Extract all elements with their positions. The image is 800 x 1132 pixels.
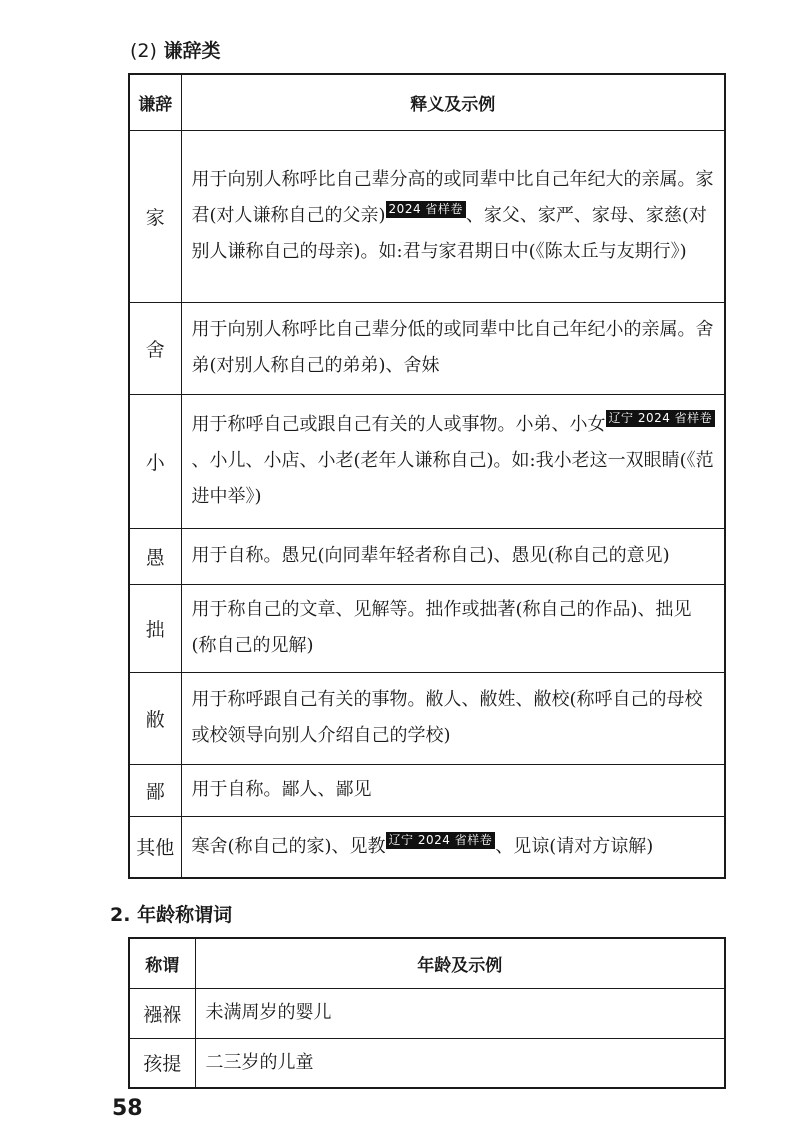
age-terms-table bbox=[128, 937, 726, 1089]
explanation-cell bbox=[181, 302, 725, 394]
term-cell: 敝 bbox=[129, 672, 181, 764]
source-tag: 辽宁 2024 省样卷 bbox=[386, 832, 496, 849]
table-header-row bbox=[129, 74, 725, 130]
header-explanation: 释义及示例 bbox=[181, 74, 725, 130]
table-row bbox=[129, 394, 725, 528]
term-cell: 孩提 bbox=[129, 1038, 195, 1088]
explanation-text: 、小儿、小店、小老(老年人谦称自己)。如:我小老这一双眼睛(《范进中举》) bbox=[191, 450, 714, 507]
explanation-text: 用于称自己的文章、见解等。拙作或拙著(称自己的作品)、拙见(称自己的见解) bbox=[191, 599, 692, 656]
table-row bbox=[129, 816, 725, 878]
section-number: 2. bbox=[110, 904, 131, 926]
explanation-text: 用于自称。鄙人、鄙见 bbox=[191, 779, 372, 800]
explanation-text: 、见谅(请对方谅解) bbox=[495, 835, 654, 857]
header-explanation: 年龄及示例 bbox=[195, 938, 725, 988]
term-cell: 鄙 bbox=[129, 764, 181, 816]
explanation-cell: 未满周岁的婴儿 bbox=[195, 988, 725, 1038]
table-row bbox=[129, 764, 725, 816]
table-row bbox=[129, 130, 725, 302]
subheading-number: (2) bbox=[130, 40, 157, 62]
explanation-text: 用于自称。愚兄(向同辈年轻者称自己)、愚见(称自己的意见) bbox=[191, 545, 670, 566]
table-row bbox=[129, 302, 725, 394]
table-row bbox=[129, 672, 725, 764]
explanation-cell bbox=[181, 764, 725, 816]
table-header-row bbox=[129, 938, 725, 988]
source-tag: 2024 省样卷 bbox=[386, 201, 466, 218]
explanation-text: 用于向别人称呼比自己辈分低的或同辈中比自己年纪小的亲属。舍弟(对别人称自己的弟弟)、舍妹 bbox=[191, 319, 714, 376]
explanation-text: 、家父、家严、家母、家慈(对别人谦称自己的母亲)。如:君与家君期日中(《陈太丘与友期行》) bbox=[191, 205, 707, 262]
header-term: 谦辞 bbox=[129, 74, 181, 130]
explanation-text: 用于称呼跟自己有关的事物。敝人、敝姓、敝校(称呼自己的母校或校领导向别人介绍自己的学校) bbox=[191, 689, 703, 746]
term-cell: 舍 bbox=[129, 302, 181, 394]
term-cell: 愚 bbox=[129, 528, 181, 584]
table-row bbox=[129, 1038, 725, 1088]
table-row bbox=[129, 988, 725, 1038]
humble-words-table bbox=[128, 73, 726, 879]
page-number: 58 bbox=[112, 1096, 143, 1121]
subheading bbox=[130, 36, 221, 63]
explanation-text: 用于向别人称呼比自己辈分高的或同辈中比自己年纪大的亲属。家君(对人谦称自己的父亲) bbox=[191, 169, 714, 226]
table-row bbox=[129, 584, 725, 672]
explanation-cell bbox=[181, 394, 725, 528]
term-cell: 襁褓 bbox=[129, 988, 195, 1038]
explanation-text: 用于称呼自己或跟自己有关的人或事物。小弟、小女 bbox=[191, 414, 606, 435]
explanation-cell bbox=[181, 584, 725, 672]
explanation-cell bbox=[181, 130, 725, 302]
explanation-cell bbox=[181, 816, 725, 878]
section-title: 年龄称谓词 bbox=[137, 904, 233, 926]
explanation-text: 寒舍(称自己的家)、见教 bbox=[191, 835, 386, 857]
table-row bbox=[129, 528, 725, 584]
term-cell: 拙 bbox=[129, 584, 181, 672]
header-term: 称谓 bbox=[129, 938, 195, 988]
subheading-title: 谦辞类 bbox=[163, 40, 221, 62]
term-cell: 其他 bbox=[129, 816, 181, 878]
source-tag: 辽宁 2024 省样卷 bbox=[606, 410, 716, 427]
explanation-cell: 二三岁的儿童 bbox=[195, 1038, 725, 1088]
explanation-cell bbox=[181, 528, 725, 584]
section-heading bbox=[110, 900, 232, 927]
explanation-cell bbox=[181, 672, 725, 764]
term-cell: 小 bbox=[129, 394, 181, 528]
term-cell: 家 bbox=[129, 130, 181, 302]
